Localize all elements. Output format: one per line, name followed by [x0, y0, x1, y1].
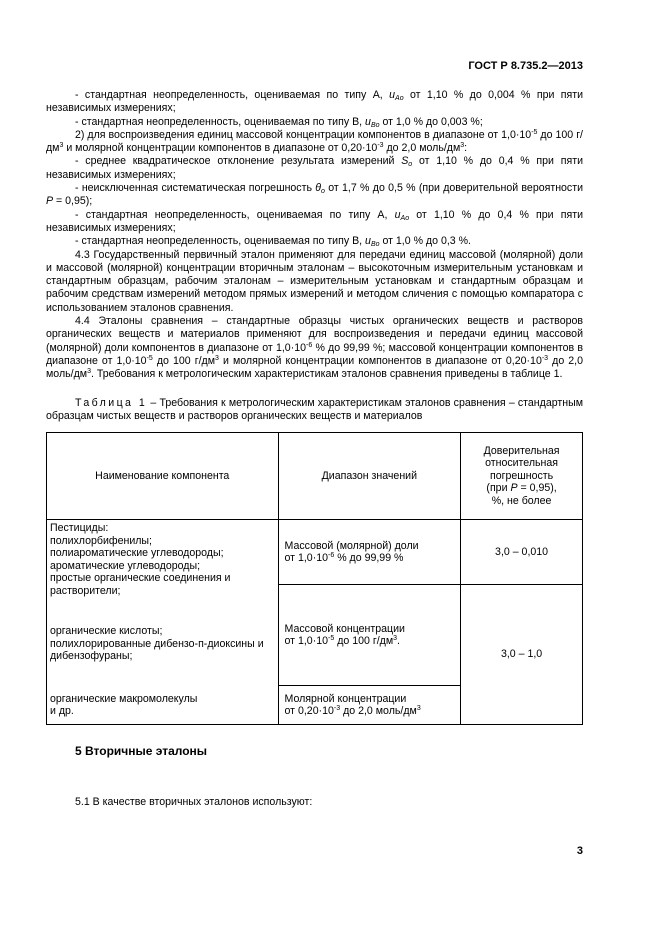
text: - стандартная неопределенность, оцениваемая по типу А,	[75, 208, 395, 221]
page-number: 3	[576, 845, 583, 857]
text: = 0,95);	[53, 195, 93, 208]
text: до 2,0 моль/дм	[340, 705, 417, 717]
text	[285, 552, 455, 565]
header-component: Наименование компонента	[47, 433, 279, 520]
superscript: -5	[146, 354, 153, 362]
subscript: o	[321, 188, 325, 196]
subscript: Ao	[395, 95, 404, 102]
document-body	[46, 89, 583, 382]
range-cell	[278, 585, 461, 686]
error-cell: 3,0 – 0,010	[461, 520, 583, 585]
text: погрешность	[489, 469, 554, 482]
text: от 0,20·10	[284, 705, 334, 717]
text: % до 99,99 %; массовой концентрации компонентов в диапазоне от 1,0·10	[46, 341, 583, 367]
text	[465, 482, 578, 495]
text: до 100 г/дм	[46, 128, 583, 155]
text: - стандартная неопределенность, оцениваемая по типу В,	[75, 235, 366, 248]
table-row	[47, 520, 583, 585]
superscript: -5	[531, 128, 538, 136]
paragraph	[46, 155, 583, 182]
paragraph	[46, 89, 583, 116]
text: относительная	[485, 457, 559, 470]
text: :	[464, 142, 468, 155]
text: до 100 г/дм	[152, 354, 216, 367]
superscript: 3	[416, 705, 421, 712]
component-item: полихлорбифенилы;	[50, 534, 152, 547]
paragraph	[46, 116, 583, 129]
caption-text: – Требования к метрологическим характеристикам эталонов сравнения – стандартным образцам чистых веществ и растворов органических веществ и материалов	[46, 397, 583, 423]
text: от 1,0 % до 0,3 %.	[379, 235, 471, 248]
component-item: Пестициды:	[50, 522, 109, 534]
table-header-row	[47, 433, 583, 520]
text: .	[397, 635, 400, 647]
symbol-p: P	[510, 482, 518, 495]
text: от 1,0·10	[284, 635, 329, 647]
text: до 2,0 моль/дм	[383, 142, 461, 155]
symbol-s: S	[401, 155, 409, 168]
paragraph	[46, 129, 583, 156]
text: - неисключенная систематическая погрешность	[75, 182, 316, 195]
superscript: -3	[377, 142, 384, 150]
text: Молярной концентрации	[284, 692, 407, 705]
text: %, не более	[491, 494, 552, 507]
text: Массовой концентрации	[284, 622, 405, 635]
range-cell	[278, 686, 461, 725]
header-error	[461, 433, 583, 520]
component-item: органические кислоты;	[50, 625, 163, 637]
text	[285, 635, 455, 648]
text: . Требования к метрологическим характеристикам эталонов сравнения приведены в таблице 1.	[90, 368, 563, 381]
text: от 1,10 % до 0,004 % при пяти независимых измерениях;	[46, 89, 584, 115]
symbol-u: u	[365, 115, 371, 128]
component-item: полиароматические углеводороды;	[50, 547, 224, 559]
component-item: и др.	[50, 705, 74, 717]
paragraph-4-4	[46, 315, 583, 381]
text: и молярной концентрации компонентов в диапазоне от 0,20·10	[63, 142, 378, 155]
superscript: -3	[541, 354, 549, 362]
text: от 1,0·10	[284, 552, 329, 564]
text: от 1,10 % до 0,4 % при пяти независимых измерениях;	[46, 208, 584, 234]
text: % до 99,99 %	[334, 552, 404, 564]
component-item: органические макромолекулы	[50, 692, 198, 705]
text: от 1,0 % до 0,003 %;	[379, 115, 483, 128]
component-item: ароматические углеводороды;	[50, 559, 201, 572]
component-item: полихлорированные дибензо-п-диоксины и дибензофураны;	[50, 637, 264, 662]
subscript: o	[408, 161, 413, 169]
text	[285, 705, 455, 718]
superscript: -6	[328, 552, 335, 559]
spacer	[50, 597, 275, 625]
spacer	[50, 663, 275, 693]
subscript: Bo	[370, 241, 380, 249]
superscript: 3	[87, 368, 91, 376]
superscript: 3	[59, 142, 64, 150]
text: - стандартная неопределенность, оцениваемая по типу А,	[75, 89, 390, 101]
symbol-u: u	[365, 235, 371, 248]
error-cell: 3,0 – 1,0	[461, 585, 583, 725]
text: Доверительная	[483, 444, 560, 457]
superscript: -5	[328, 635, 335, 642]
symbol-u: u	[389, 89, 396, 101]
symbol-theta: θ	[315, 182, 322, 195]
text: до 100 г/дм	[334, 635, 394, 647]
text: (при	[486, 482, 511, 495]
text: 4.4 Эталоны сравнения – стандартные образцы чистых органических веществ и растворов органических веществ и материалов применяют для воспроизведения и передачи единиц массовой (молярной) доли компонентов в диапазоне от 1,0·10	[46, 315, 583, 354]
text: и молярной концентрации компонентов в диапазоне от 0,20·10	[218, 354, 542, 367]
requirements-table	[46, 432, 583, 725]
text: Массовой (молярной) доли	[284, 539, 419, 552]
text: до 2,0 моль/дм	[46, 354, 584, 381]
symbol-u: u	[394, 208, 401, 221]
document-id: ГОСТ Р 8.735.2—2013	[468, 60, 583, 72]
superscript: 3	[460, 142, 465, 150]
component-item: простые органические соединения и растворители;	[50, 572, 231, 597]
paragraph	[46, 235, 583, 248]
component-cell	[47, 520, 279, 725]
paragraph-5-1: 5.1 В качестве вторичных эталонов используют:	[75, 796, 313, 808]
superscript: 3	[215, 354, 219, 362]
section-title: 5 Вторичные эталоны	[75, 744, 208, 758]
superscript: -3	[333, 705, 341, 712]
superscript: 3	[393, 635, 398, 642]
symbol-p: P	[46, 195, 54, 208]
range-cell	[278, 520, 461, 585]
caption-label: Таблица 1	[75, 397, 148, 409]
text: = 0,95),	[517, 482, 557, 495]
text: от 1,10 % до 0,4 % при пяти независимых измерениях;	[46, 155, 583, 181]
text: от 1,7 % до 0,5 % (при доверительной вероятности	[324, 182, 584, 195]
text: - среднее квадратическое отклонение результата измерений	[75, 155, 402, 168]
superscript: -6	[306, 341, 313, 349]
header-range: Диапазон значений	[278, 433, 461, 520]
subscript: Ao	[400, 214, 410, 222]
subscript: Bo	[370, 121, 380, 129]
paragraph-4-3: 4.3 Государственный первичный эталон применяют для передачи единиц массовой (молярной) доли и массовой (молярной) концентрации вторичным эталонам – высокоточным измерительным установкам и стандартным образцам, рабочим эталонам – измерительным установкам и стандартным образцам и рабочим средствам измерений методом прямых измерений и методом сличения с помощью компаратора с использованием эталонов сравнения.	[46, 248, 583, 314]
text: - стандартная неопределенность, оцениваемая по типу В,	[75, 115, 366, 128]
paragraph	[46, 182, 583, 209]
paragraph	[46, 209, 583, 236]
text: 2) для воспроизведения единиц массовой концентрации компонентов в диапазоне от 1,0·10	[75, 128, 532, 141]
table-caption	[46, 397, 583, 424]
